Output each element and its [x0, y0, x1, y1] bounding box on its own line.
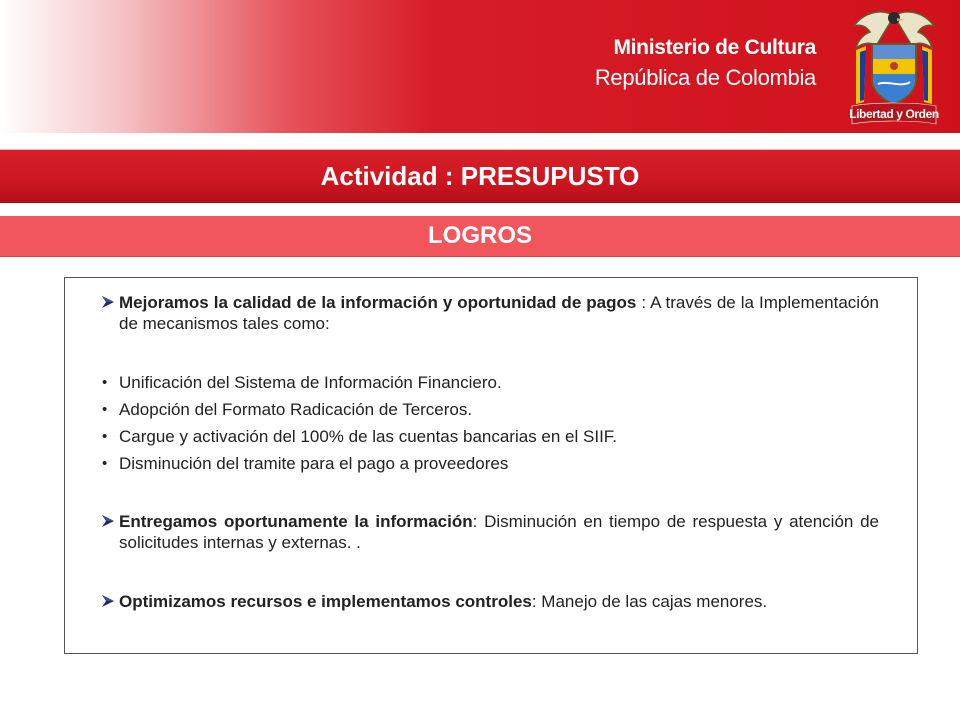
bullet-text: Unificación del Sistema de Información Financiero. — [119, 373, 502, 392]
page-title: Actividad : PRESUPUSTO — [0, 149, 960, 203]
header-banner — [0, 0, 960, 133]
achievement-item-2 — [100, 511, 879, 553]
achievement-3-detail: : Manejo de las cajas menores. — [531, 592, 768, 611]
bullet-item — [100, 453, 879, 474]
bullet-dot-icon: • — [102, 455, 108, 472]
bullet-text: Disminución del tramite para el pago a proveedores — [119, 454, 509, 473]
achievement-item-3 — [100, 591, 879, 612]
achievement-1-title: Mejoramos la calidad de la información y oportunidad de pagos — [119, 293, 637, 312]
bullet-dot-icon: • — [102, 401, 108, 418]
section-title: LOGROS — [0, 216, 960, 257]
bullet-text: Adopción del Formato Radicación de Terceros. — [119, 400, 473, 419]
arrow-bullet-icon — [100, 593, 116, 609]
arrow-bullet-icon — [100, 513, 116, 529]
bullet-item — [100, 399, 879, 420]
arrow-bullet-icon — [100, 294, 116, 310]
achievement-2-title: Entregamos oportunamente la información — [119, 512, 473, 531]
country-name: República de Colombia — [594, 65, 816, 90]
ministry-label — [595, 36, 816, 91]
bullet-dot-icon: • — [102, 374, 108, 391]
ministry-name: Ministerio de Cultura — [613, 36, 816, 59]
achievement-1-detail: : A través de la Implementación de mecanismos tales como: — [119, 293, 879, 333]
bullet-item — [100, 426, 879, 447]
bullet-text: Cargue y activación del 100% de las cuentas bancarias en el SIIF. — [119, 427, 618, 446]
bullet-dot-icon: • — [102, 428, 108, 445]
achievement-item-1 — [100, 292, 879, 334]
achievement-3-title: Optimizamos recursos e implementamos controles — [119, 592, 532, 611]
achievement-2-detail: : Disminución en tiempo de respuesta y atención de solicitudes internas y externas. . — [119, 512, 879, 552]
bullet-item — [100, 372, 879, 393]
content-box — [64, 277, 918, 654]
crest-motto: Libertad y Orden — [849, 107, 939, 121]
